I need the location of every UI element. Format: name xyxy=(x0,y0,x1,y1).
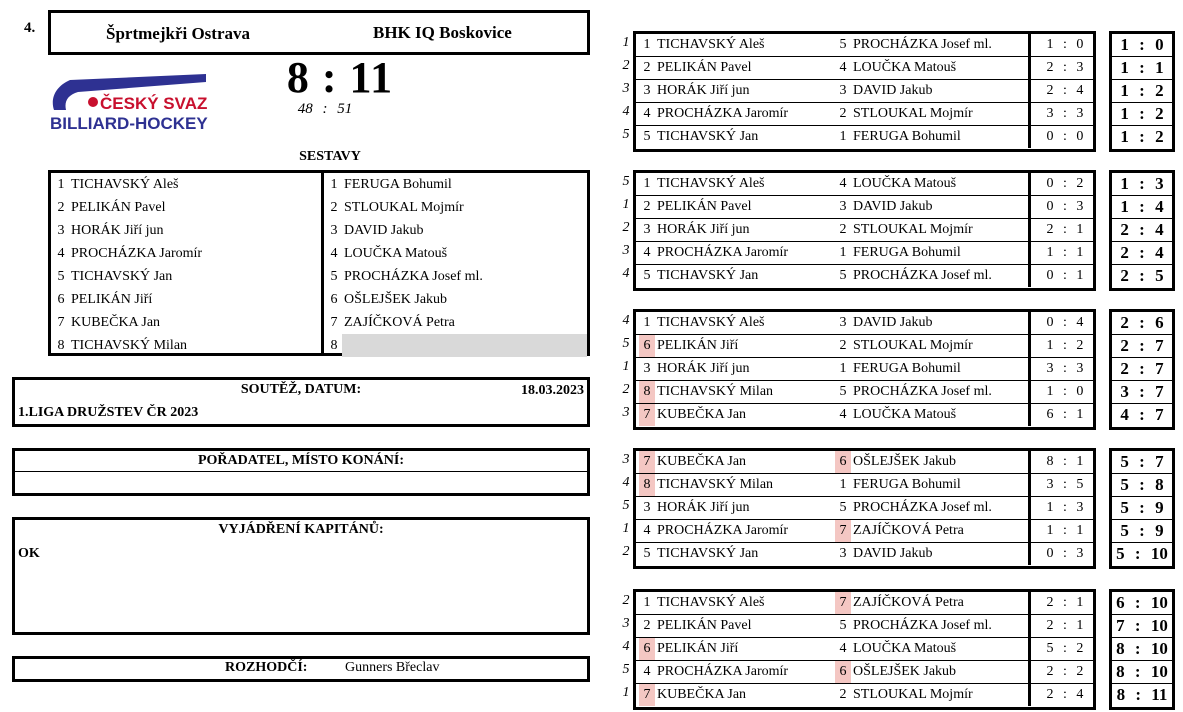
lineup-row xyxy=(51,288,321,311)
running-score: 2 : 5 xyxy=(1120,266,1164,285)
match-ordinal: 4. xyxy=(24,20,36,36)
game-row xyxy=(636,451,1093,474)
game-row xyxy=(636,638,1093,661)
player-name: PROCHÁZKA Josef ml. xyxy=(344,269,483,284)
table-number: 4 xyxy=(622,639,630,654)
home-player-number: 4 xyxy=(643,106,651,121)
game-result: 2 : 1 xyxy=(1028,219,1099,241)
away-player-number: 3 xyxy=(839,315,847,330)
home-player-name: PROCHÁZKA Jaromír xyxy=(657,106,789,121)
game-result: 1 : 0 xyxy=(1028,381,1099,403)
player-name: FERUGA Bohumil xyxy=(344,177,452,192)
game-row xyxy=(636,34,1093,57)
game-result: 8 : 1 xyxy=(1028,451,1099,473)
away-player-number: 1 xyxy=(839,245,847,260)
game-result: 0 : 1 xyxy=(1028,265,1099,287)
away-player-number: 2 xyxy=(839,687,847,702)
away-player-number: 4 xyxy=(839,407,847,422)
game-result: 0 : 2 xyxy=(1028,173,1099,195)
round-4-games xyxy=(633,448,1096,569)
player-name: TICHAVSKÝ Aleš xyxy=(71,177,179,192)
player-name: DAVID Jakub xyxy=(344,223,424,238)
home-player-number: 2 xyxy=(643,199,651,214)
player-name: PELIKÁN Jiří xyxy=(71,292,153,307)
player-name: ZAJÍČKOVÁ Petra xyxy=(344,315,455,330)
referee-box xyxy=(12,656,590,682)
player-number: 1 xyxy=(330,177,338,192)
player-number: 6 xyxy=(330,292,338,307)
home-player-name: TICHAVSKÝ Jan xyxy=(657,268,759,283)
away-player-name: FERUGA Bohumil xyxy=(853,361,961,376)
home-player-number: 1 xyxy=(643,595,651,610)
away-player-number: 2 xyxy=(839,106,847,121)
running-score: 2 : 4 xyxy=(1112,242,1172,265)
table-number: 3 xyxy=(622,616,630,631)
player-number: 7 xyxy=(57,315,65,330)
lineup-row xyxy=(324,288,587,311)
home-player-number: 1 xyxy=(643,37,651,52)
lineup-row xyxy=(51,242,321,265)
away-player-number: 4 xyxy=(839,641,847,656)
organizer-box xyxy=(12,448,590,496)
game-row xyxy=(636,335,1093,358)
table-number: 5 xyxy=(622,174,630,189)
home-player-name: KUBEČKA Jan xyxy=(657,687,747,702)
home-player-name: HORÁK Jiří jun xyxy=(657,222,750,237)
captains-box xyxy=(12,517,590,635)
game-row xyxy=(636,474,1093,497)
running-score: 5 : 7 xyxy=(1112,451,1172,474)
table-number: 3 xyxy=(622,405,630,420)
game-result: 2 : 3 xyxy=(1028,57,1099,79)
home-player-name: PROCHÁZKA Jaromír xyxy=(657,523,789,538)
round-1-running-score xyxy=(1109,31,1175,152)
table-number: 2 xyxy=(622,544,630,559)
running-score: 2 : 4 xyxy=(1112,219,1172,242)
player-name: OŠLEJŠEK Jakub xyxy=(344,292,448,307)
game-result: 0 : 3 xyxy=(1028,543,1099,565)
table-number: 5 xyxy=(622,127,630,142)
game-row xyxy=(636,242,1093,265)
lineup-row xyxy=(324,242,587,265)
game-result: 1 : 0 xyxy=(1028,34,1099,56)
player-name: STLOUKAL Mojmír xyxy=(344,200,464,215)
round-1-games xyxy=(633,31,1096,152)
lineups-table xyxy=(48,170,590,356)
lineup-row xyxy=(51,196,321,219)
table-number: 1 xyxy=(622,35,630,50)
player-number: 1 xyxy=(57,177,65,192)
running-score: 1 : 1 xyxy=(1112,57,1172,80)
competition-box xyxy=(12,377,590,427)
away-player-number: 1 xyxy=(839,129,847,144)
game-row xyxy=(636,543,1093,566)
round-5-running-score xyxy=(1109,589,1175,710)
table-number: 4 xyxy=(622,104,630,119)
game-result: 1 : 3 xyxy=(1028,497,1099,519)
running-score: 8 : 10 xyxy=(1112,661,1172,684)
away-lineup xyxy=(324,173,587,353)
away-player-number: 5 xyxy=(839,37,847,52)
game-row xyxy=(636,103,1093,126)
away-player-name: DAVID Jakub xyxy=(853,546,933,561)
home-player-number: 6 xyxy=(639,335,655,357)
lineup-row xyxy=(51,265,321,288)
home-player-name: TICHAVSKÝ Aleš xyxy=(657,595,765,610)
game-result: 2 : 1 xyxy=(1028,615,1099,637)
away-player-name: FERUGA Bohumil xyxy=(853,129,961,144)
game-row xyxy=(636,57,1093,80)
game-row xyxy=(636,173,1093,196)
player-name: LOUČKA Matouš xyxy=(344,246,448,261)
home-player-name: HORÁK Jiří jun xyxy=(657,500,750,515)
home-player-name: TICHAVSKÝ Jan xyxy=(657,546,759,561)
away-player-name: ZAJÍČKOVÁ Petra xyxy=(853,523,964,538)
home-player-number: 1 xyxy=(643,176,651,191)
running-score: 5 : 9 xyxy=(1112,520,1172,543)
running-score: 5 : 9 xyxy=(1112,497,1172,520)
game-row xyxy=(636,312,1093,335)
game-result: 2 : 1 xyxy=(1028,592,1099,614)
away-player-name: STLOUKAL Mojmír xyxy=(853,338,973,353)
home-player-number: 3 xyxy=(643,83,651,98)
running-score: 5 : 8 xyxy=(1112,474,1172,497)
table-number: 1 xyxy=(622,197,630,212)
running-score: 1 : 0 xyxy=(1112,34,1172,57)
home-player-name: TICHAVSKÝ Milan xyxy=(657,477,774,492)
running-score: 3 : 7 xyxy=(1112,381,1172,404)
home-player-number: 8 xyxy=(639,381,655,403)
home-player-name: PELIKÁN Pavel xyxy=(657,618,752,633)
table-number: 4 xyxy=(622,475,630,490)
referee-value: Gunners Břeclav xyxy=(345,660,440,675)
game-row xyxy=(636,404,1093,427)
game-result: 1 : 1 xyxy=(1028,520,1099,542)
game-row xyxy=(636,497,1093,520)
away-player-name: DAVID Jakub xyxy=(853,83,933,98)
home-player-name: TICHAVSKÝ Aleš xyxy=(657,315,765,330)
running-score: 5 : 10 xyxy=(1116,544,1168,563)
player-name: TICHAVSKÝ Jan xyxy=(71,269,173,284)
home-player-number: 7 xyxy=(639,684,655,706)
home-player-number: 4 xyxy=(643,245,651,260)
player-number: 4 xyxy=(57,246,65,261)
running-score: 8 : 10 xyxy=(1112,638,1172,661)
player-number: 3 xyxy=(57,223,65,238)
table-number: 4 xyxy=(622,266,630,281)
home-player-name: PROCHÁZKA Jaromír xyxy=(657,245,789,260)
table-number: 3 xyxy=(622,81,630,96)
game-row xyxy=(636,684,1093,707)
player-number: 8 xyxy=(57,338,65,353)
home-player-number: 8 xyxy=(639,474,655,496)
game-row xyxy=(636,592,1093,615)
table-number: 5 xyxy=(622,498,630,513)
table-number: 5 xyxy=(622,336,630,351)
table-number: 5 xyxy=(622,662,630,677)
lineup-row xyxy=(324,334,587,357)
lineup-row xyxy=(51,219,321,242)
table-number: 3 xyxy=(622,243,630,258)
home-player-number: 2 xyxy=(643,60,651,75)
table-number: 1 xyxy=(622,685,630,700)
round-5-games xyxy=(633,589,1096,710)
home-player-name: TICHAVSKÝ Aleš xyxy=(657,176,765,191)
away-player-number: 5 xyxy=(839,268,847,283)
running-score: 4 : 7 xyxy=(1120,405,1164,424)
federation-logo xyxy=(48,68,208,136)
home-lineup xyxy=(51,173,324,353)
game-row xyxy=(636,80,1093,103)
logo-line2: BILLIARD-HOCKEY xyxy=(50,114,208,133)
player-number: 6 xyxy=(57,292,65,307)
home-player-name: KUBEČKA Jan xyxy=(657,407,747,422)
logo-line1: ČESKÝ SVAZ xyxy=(100,94,208,113)
player-number: 5 xyxy=(330,269,338,284)
table-number: 2 xyxy=(622,58,630,73)
lineup-row xyxy=(324,173,587,196)
player-name: PELIKÁN Pavel xyxy=(71,200,166,215)
away-player-name: OŠLEJŠEK Jakub xyxy=(853,664,957,679)
home-player-number: 6 xyxy=(639,638,655,660)
game-row xyxy=(636,661,1093,684)
away-player-number: 2 xyxy=(839,222,847,237)
round-2-running-score xyxy=(1109,170,1175,291)
away-player-name: LOUČKA Matouš xyxy=(853,641,957,656)
table-number: 2 xyxy=(622,593,630,608)
home-player-number: 1 xyxy=(643,315,651,330)
lineup-row xyxy=(324,311,587,334)
competition-label: SOUTĚŽ, DATUM: xyxy=(240,382,362,397)
lineups-title: SESTAVY xyxy=(299,149,361,164)
lineup-row xyxy=(51,173,321,196)
game-row xyxy=(636,520,1093,543)
game-result: 0 : 4 xyxy=(1028,312,1099,334)
away-player-number: 5 xyxy=(839,618,847,633)
away-player-number: 1 xyxy=(839,361,847,376)
running-score: 7 : 10 xyxy=(1112,615,1172,638)
away-player-name: ZAJÍČKOVÁ Petra xyxy=(853,595,964,610)
competition-date: 18.03.2023 xyxy=(521,383,584,398)
away-player-number: 5 xyxy=(839,384,847,399)
game-result: 3 : 5 xyxy=(1028,474,1099,496)
running-score: 6 : 10 xyxy=(1112,592,1172,615)
table-number: 1 xyxy=(622,359,630,374)
away-player-name: STLOUKAL Mojmír xyxy=(853,222,973,237)
player-name: HORÁK Jiří jun xyxy=(71,223,164,238)
home-player-number: 5 xyxy=(643,268,651,283)
home-player-name: PROCHÁZKA Jaromír xyxy=(657,664,789,679)
table-number: 4 xyxy=(622,313,630,328)
home-player-name: PELIKÁN Jiří xyxy=(657,338,739,353)
home-player-number: 3 xyxy=(643,222,651,237)
away-player-name: PROCHÁZKA Josef ml. xyxy=(853,384,992,399)
running-score: 2 : 6 xyxy=(1112,312,1172,335)
away-player-number: 2 xyxy=(839,338,847,353)
away-player-number: 6 xyxy=(835,451,851,473)
home-player-name: PELIKÁN Pavel xyxy=(657,199,752,214)
home-player-name: PELIKÁN Pavel xyxy=(657,60,752,75)
running-score: 2 : 7 xyxy=(1112,335,1172,358)
lineup-row xyxy=(51,311,321,334)
lineup-row xyxy=(324,265,587,288)
game-result: 3 : 3 xyxy=(1028,103,1099,125)
captains-label: VYJÁDŘENÍ KAPITÁNŮ: xyxy=(218,522,384,537)
away-player-name: PROCHÁZKA Josef ml. xyxy=(853,37,992,52)
home-player-name: KUBEČKA Jan xyxy=(657,454,747,469)
home-player-name: TICHAVSKÝ Jan xyxy=(657,129,759,144)
running-score: 1 : 3 xyxy=(1112,173,1172,196)
table-number: 3 xyxy=(622,452,630,467)
home-player-number: 7 xyxy=(639,451,655,473)
away-player-number: 7 xyxy=(835,592,851,614)
away-player-number: 4 xyxy=(839,60,847,75)
game-result: 1 : 1 xyxy=(1028,242,1099,264)
away-player-number: 6 xyxy=(835,661,851,683)
home-player-number: 5 xyxy=(643,546,651,561)
away-player-number: 3 xyxy=(839,83,847,98)
game-row xyxy=(636,615,1093,638)
table-number: 2 xyxy=(622,382,630,397)
player-name: KUBEČKA Jan xyxy=(71,315,161,330)
running-score: 1 : 2 xyxy=(1120,127,1164,146)
home-player-name: PELIKÁN Jiří xyxy=(657,641,739,656)
away-team-name: BHK IQ Boskovice xyxy=(373,23,512,42)
game-result: 0 : 3 xyxy=(1028,196,1099,218)
game-row xyxy=(636,196,1093,219)
home-player-number: 3 xyxy=(643,361,651,376)
captains-value: OK xyxy=(18,546,40,561)
away-player-name: PROCHÁZKA Josef ml. xyxy=(853,618,992,633)
game-result: 0 : 0 xyxy=(1028,126,1099,148)
game-row xyxy=(636,381,1093,404)
lineup-row xyxy=(51,334,321,357)
referee-label: ROZHODČÍ: xyxy=(225,660,308,675)
player-name: PROCHÁZKA Jaromír xyxy=(71,246,203,261)
player-number: 7 xyxy=(330,315,338,330)
home-player-name: TICHAVSKÝ Milan xyxy=(657,384,774,399)
round-3-games xyxy=(633,309,1096,430)
running-score: 1 : 2 xyxy=(1112,103,1172,126)
player-number: 8 xyxy=(330,338,338,353)
game-result: 2 : 4 xyxy=(1028,80,1099,102)
player-name: TICHAVSKÝ Milan xyxy=(71,338,188,353)
empty-slot xyxy=(342,334,587,357)
away-player-name: STLOUKAL Mojmír xyxy=(853,106,973,121)
competition-name: 1.LIGA DRUŽSTEV ČR 2023 xyxy=(18,405,199,420)
player-number: 2 xyxy=(330,200,338,215)
game-result: 2 : 4 xyxy=(1028,684,1099,706)
game-result: 6 : 1 xyxy=(1028,404,1099,426)
running-score: 1 : 4 xyxy=(1112,196,1172,219)
game-result: 5 : 2 xyxy=(1028,638,1099,660)
away-player-name: DAVID Jakub xyxy=(853,199,933,214)
player-number: 5 xyxy=(57,269,65,284)
away-player-number: 7 xyxy=(835,520,851,542)
home-player-number: 7 xyxy=(639,404,655,426)
teams-header xyxy=(48,10,590,55)
lineup-row xyxy=(324,196,587,219)
away-player-name: LOUČKA Matouš xyxy=(853,176,957,191)
away-player-name: LOUČKA Matouš xyxy=(853,60,957,75)
goals-score: 48 : 51 xyxy=(297,101,353,117)
away-player-name: PROCHÁZKA Josef ml. xyxy=(853,500,992,515)
running-score: 2 : 7 xyxy=(1112,358,1172,381)
lineup-row xyxy=(324,219,587,242)
away-player-number: 1 xyxy=(839,477,847,492)
home-player-name: HORÁK Jiří jun xyxy=(657,83,750,98)
running-score: 8 : 11 xyxy=(1116,685,1168,704)
running-score: 1 : 2 xyxy=(1112,80,1172,103)
game-result: 2 : 2 xyxy=(1028,661,1099,683)
game-row xyxy=(636,358,1093,381)
game-row xyxy=(636,126,1093,149)
game-result: 1 : 2 xyxy=(1028,335,1099,357)
home-player-number: 4 xyxy=(643,664,651,679)
away-player-name: OŠLEJŠEK Jakub xyxy=(853,454,957,469)
round-3-running-score xyxy=(1109,309,1175,430)
game-row xyxy=(636,219,1093,242)
away-player-number: 4 xyxy=(839,176,847,191)
round-2-games xyxy=(633,170,1096,291)
away-player-name: DAVID Jakub xyxy=(853,315,933,330)
away-player-number: 3 xyxy=(839,199,847,214)
away-player-name: FERUGA Bohumil xyxy=(853,245,961,260)
round-4-running-score xyxy=(1109,448,1175,569)
home-player-number: 2 xyxy=(643,618,651,633)
table-number: 2 xyxy=(622,220,630,235)
organizer-label: POŘADATEL, MÍSTO KONÁNÍ: xyxy=(197,453,404,468)
player-number: 3 xyxy=(330,223,338,238)
player-number: 4 xyxy=(330,246,338,261)
home-player-name: HORÁK Jiří jun xyxy=(657,361,750,376)
player-number: 2 xyxy=(57,200,65,215)
final-score: 8 : 11 xyxy=(286,53,394,102)
away-player-name: STLOUKAL Mojmír xyxy=(853,687,973,702)
away-player-number: 3 xyxy=(839,546,847,561)
home-player-number: 4 xyxy=(643,523,651,538)
game-result: 3 : 3 xyxy=(1028,358,1099,380)
game-row xyxy=(636,265,1093,288)
away-player-number: 5 xyxy=(839,500,847,515)
home-player-number: 3 xyxy=(643,500,651,515)
table-number: 1 xyxy=(622,521,630,536)
home-player-name: TICHAVSKÝ Aleš xyxy=(657,37,765,52)
home-team-name: Šprtmejkři Ostrava xyxy=(106,24,251,43)
away-player-name: PROCHÁZKA Josef ml. xyxy=(853,268,992,283)
away-player-name: LOUČKA Matouš xyxy=(853,407,957,422)
away-player-name: FERUGA Bohumil xyxy=(853,477,961,492)
home-player-number: 5 xyxy=(643,129,651,144)
